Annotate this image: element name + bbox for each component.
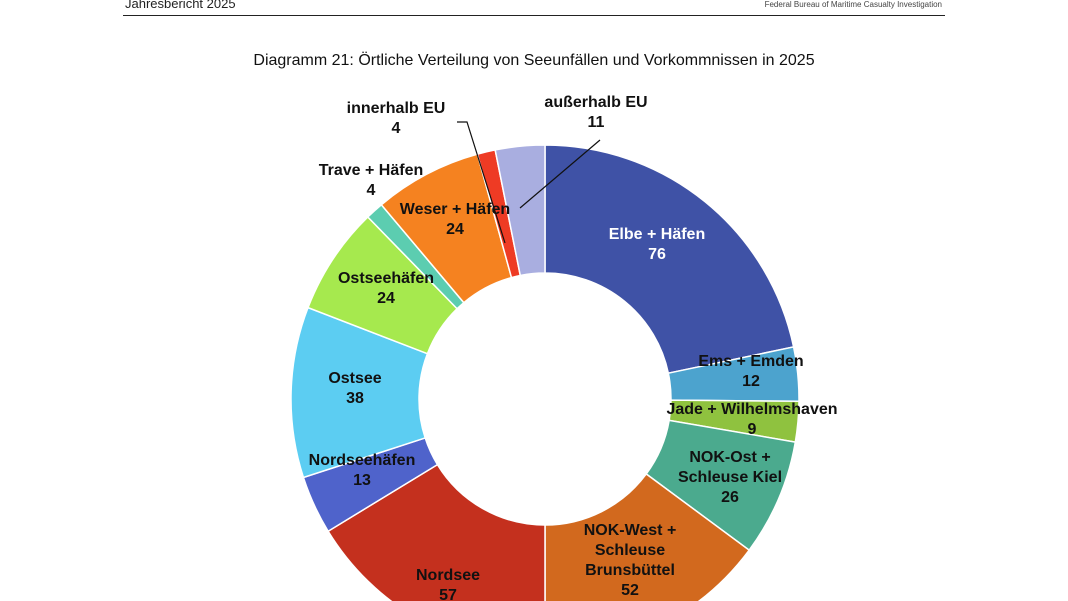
chart-title: Diagramm 21: Örtliche Verteilung von Seeunfällen und Vorkommnissen in 2025 <box>253 52 815 69</box>
slice-name: außerhalb EU <box>544 94 648 111</box>
slice-name: Ems + Emden <box>698 353 804 370</box>
slice-name: Ostsee <box>328 370 382 387</box>
slice-name: Trave + Häfen <box>318 162 424 179</box>
slice-name: Nordseehäfen <box>308 452 416 469</box>
slice-name: Weser + Häfen <box>399 201 511 218</box>
header-agency-name: Federal Bureau of Maritime Casualty Investigation <box>764 0 942 9</box>
slice-value: 57 <box>439 587 457 601</box>
slice-name: Jade + Wilhelmshaven <box>666 401 838 418</box>
slice-value: 4 <box>366 182 376 199</box>
slice-value: 13 <box>353 472 371 489</box>
slice-name: Schleuse <box>594 542 666 559</box>
slice-0 <box>545 145 794 373</box>
slice-value: 26 <box>721 489 739 506</box>
slice-value: 76 <box>648 246 666 263</box>
slice-value: 24 <box>377 290 395 307</box>
slice-value: 11 <box>587 114 605 131</box>
slice-name: NOK-West + <box>583 522 677 539</box>
slice-value: 52 <box>621 582 639 599</box>
slice-value: 38 <box>346 390 364 407</box>
slice-name: Ostseehäfen <box>337 270 435 287</box>
slice-name: Elbe + Häfen <box>608 226 706 243</box>
slice-value: 9 <box>747 421 757 438</box>
slice-value: 24 <box>446 221 464 238</box>
slice-label-11 <box>347 100 446 137</box>
slice-name: NOK-Ost + <box>689 449 771 466</box>
slice-name: Brunsbüttel <box>585 562 675 579</box>
slice-name: Nordsee <box>415 567 481 584</box>
slice-name: innerhalb EU <box>346 100 446 117</box>
slice-value: 12 <box>742 373 760 390</box>
slice-value: 4 <box>391 120 401 137</box>
slice-label-12 <box>544 94 647 131</box>
header-report-title: Jahresbericht 2025 <box>125 0 236 11</box>
slice-name: Schleuse Kiel <box>677 469 783 486</box>
